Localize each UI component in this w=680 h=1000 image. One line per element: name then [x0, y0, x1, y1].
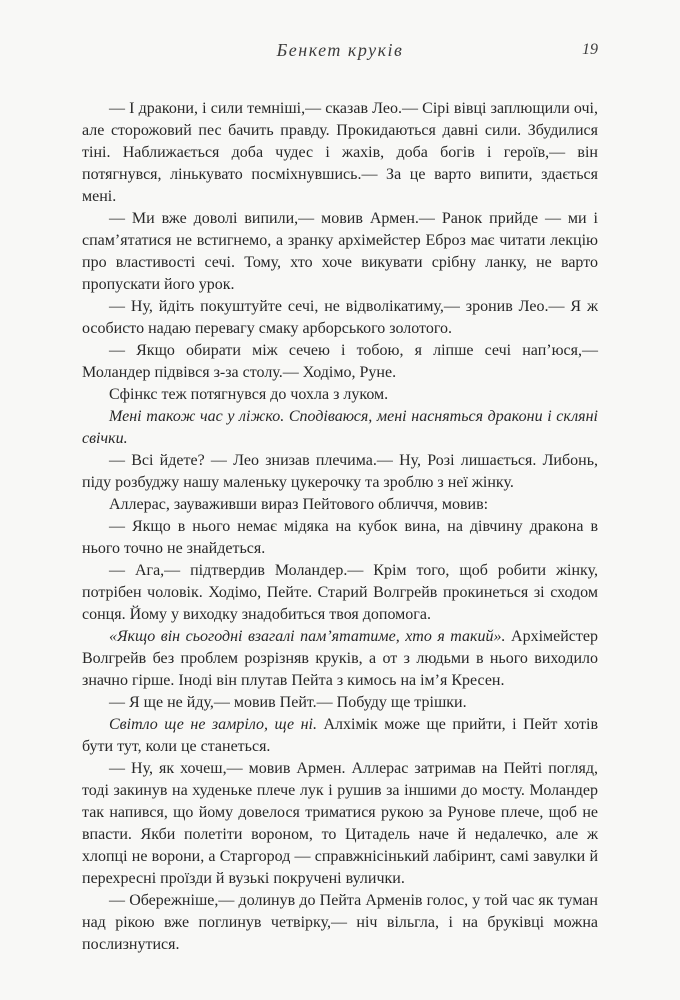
body-text: — Обережніше,— долинув до Пейта Арменів голос, у той час як туман над рікою вже поглинув четвірку,— ніч вільгла, і на бруківці можна послизнутися.	[82, 892, 598, 953]
paragraph	[82, 384, 598, 406]
paragraph	[82, 692, 598, 714]
body-text: Архімейстер Волгрейв без проблем розрізняв круків, а от з людьми в нього виходило значно гірше. Іноді він плутав Пейта з кимось на ім’я Кресен.	[82, 628, 598, 689]
paragraph	[82, 714, 598, 758]
body-text: — Я ще не йду,— мовив Пейт.— Побуду ще трішки.	[109, 694, 467, 711]
paragraph	[82, 626, 598, 692]
body-text: Сфінкс теж потягнувся до чохла з луком.	[109, 386, 389, 403]
body-text: — Всі йдете? — Лео знизав плечима.— Ну, Розі лишається. Либонь, піду розбуджу нашу маленьку цукерочку та зроблю з неї жінку.	[82, 452, 598, 491]
paragraph	[82, 340, 598, 384]
paragraph	[82, 406, 598, 450]
body-text: — Якщо обирати між сечею і тобою, я ліпше сечі нап’юся,— Моландер підвівся з-за столу.— Ходімо, Руне.	[82, 342, 598, 381]
paragraph	[82, 296, 598, 340]
paragraph	[82, 494, 598, 516]
paragraph	[82, 516, 598, 560]
body-text: Аллерас, зауваживши вираз Пейтового обличчя, мовив:	[109, 496, 489, 513]
body-text: — Ми вже доволі випили,— мовив Армен.— Ранок прийде — ми і спам’ятатися не встигнемо, а зранку архімейстер Еброз має читати лекцію про властивості сечі. Тому, хто хоче викувати срібну ланку, не варто пропускати його урок.	[82, 210, 598, 293]
body-text: — Якщо в нього немає мідяка на кубок вина, на дівчину дракона в нього точно не знайдеться.	[82, 518, 598, 557]
page-header	[82, 40, 598, 66]
body-text: — Ага,— підтвердив Моландер.— Крім того, щоб робити жінку, потрібен чоловік. Ходімо, Пейте. Старий Волгрейв прокинеться зі сходом сонця. Йому у виходку знадобиться твоя допомога.	[82, 562, 598, 623]
paragraph	[82, 208, 598, 296]
paragraph	[82, 890, 598, 956]
text-block	[82, 98, 598, 956]
thought-text: Мені також час у ліжко. Сподіваюся, мені насняться дракони і скляні свічки.	[82, 408, 598, 447]
paragraph	[82, 758, 598, 890]
thought-text: Світло ще не замріло, ще ні.	[109, 716, 317, 733]
paragraph	[82, 450, 598, 494]
page-number: 19	[582, 41, 598, 58]
paragraph	[82, 560, 598, 626]
paragraph	[82, 98, 598, 208]
body-text: — І дракони, і сили темніші,— сказав Лео.— Сірі вівці заплющили очі, але сторожовий пес бачить правду. Прокидаються давні сили. Збудилися тіні. Наближається доба чудес і жахів, доба богів і героїв,— він потягнувся, лінькувато посміхнувшись.— За це варто випити, здається мені.	[82, 100, 598, 205]
thought-text: «Якщо він сьогодні взагалі пам’ятатиме, хто я такий».	[109, 628, 506, 645]
body-text: — Ну, йдіть покуштуйте сечі, не відволікатиму,— зронив Лео.— Я ж особисто надаю перевагу смаку арборського золотого.	[82, 298, 598, 337]
running-title: Бенкет круків	[276, 40, 404, 60]
body-text: Алхімік може ще прийти, і Пейт хотів бути тут, коли це станеться.	[82, 716, 598, 755]
body-text: — Ну, як хочеш,— мовив Армен. Аллерас затримав на Пейті погляд, тоді закинув на худеньке плече лук і рушив за іншими до мосту. Моландер так напився, що йому довелося триматися рукою за Рунове плече, щоб не впасти. Якби полетіти вороном, то Цитадель наче й недалечко, але ж хлопці не ворони, а Старгород — справжнісінький лабіринт, самі завулки й перехресні проїзди й вузькі покручені вулички.	[82, 760, 598, 887]
